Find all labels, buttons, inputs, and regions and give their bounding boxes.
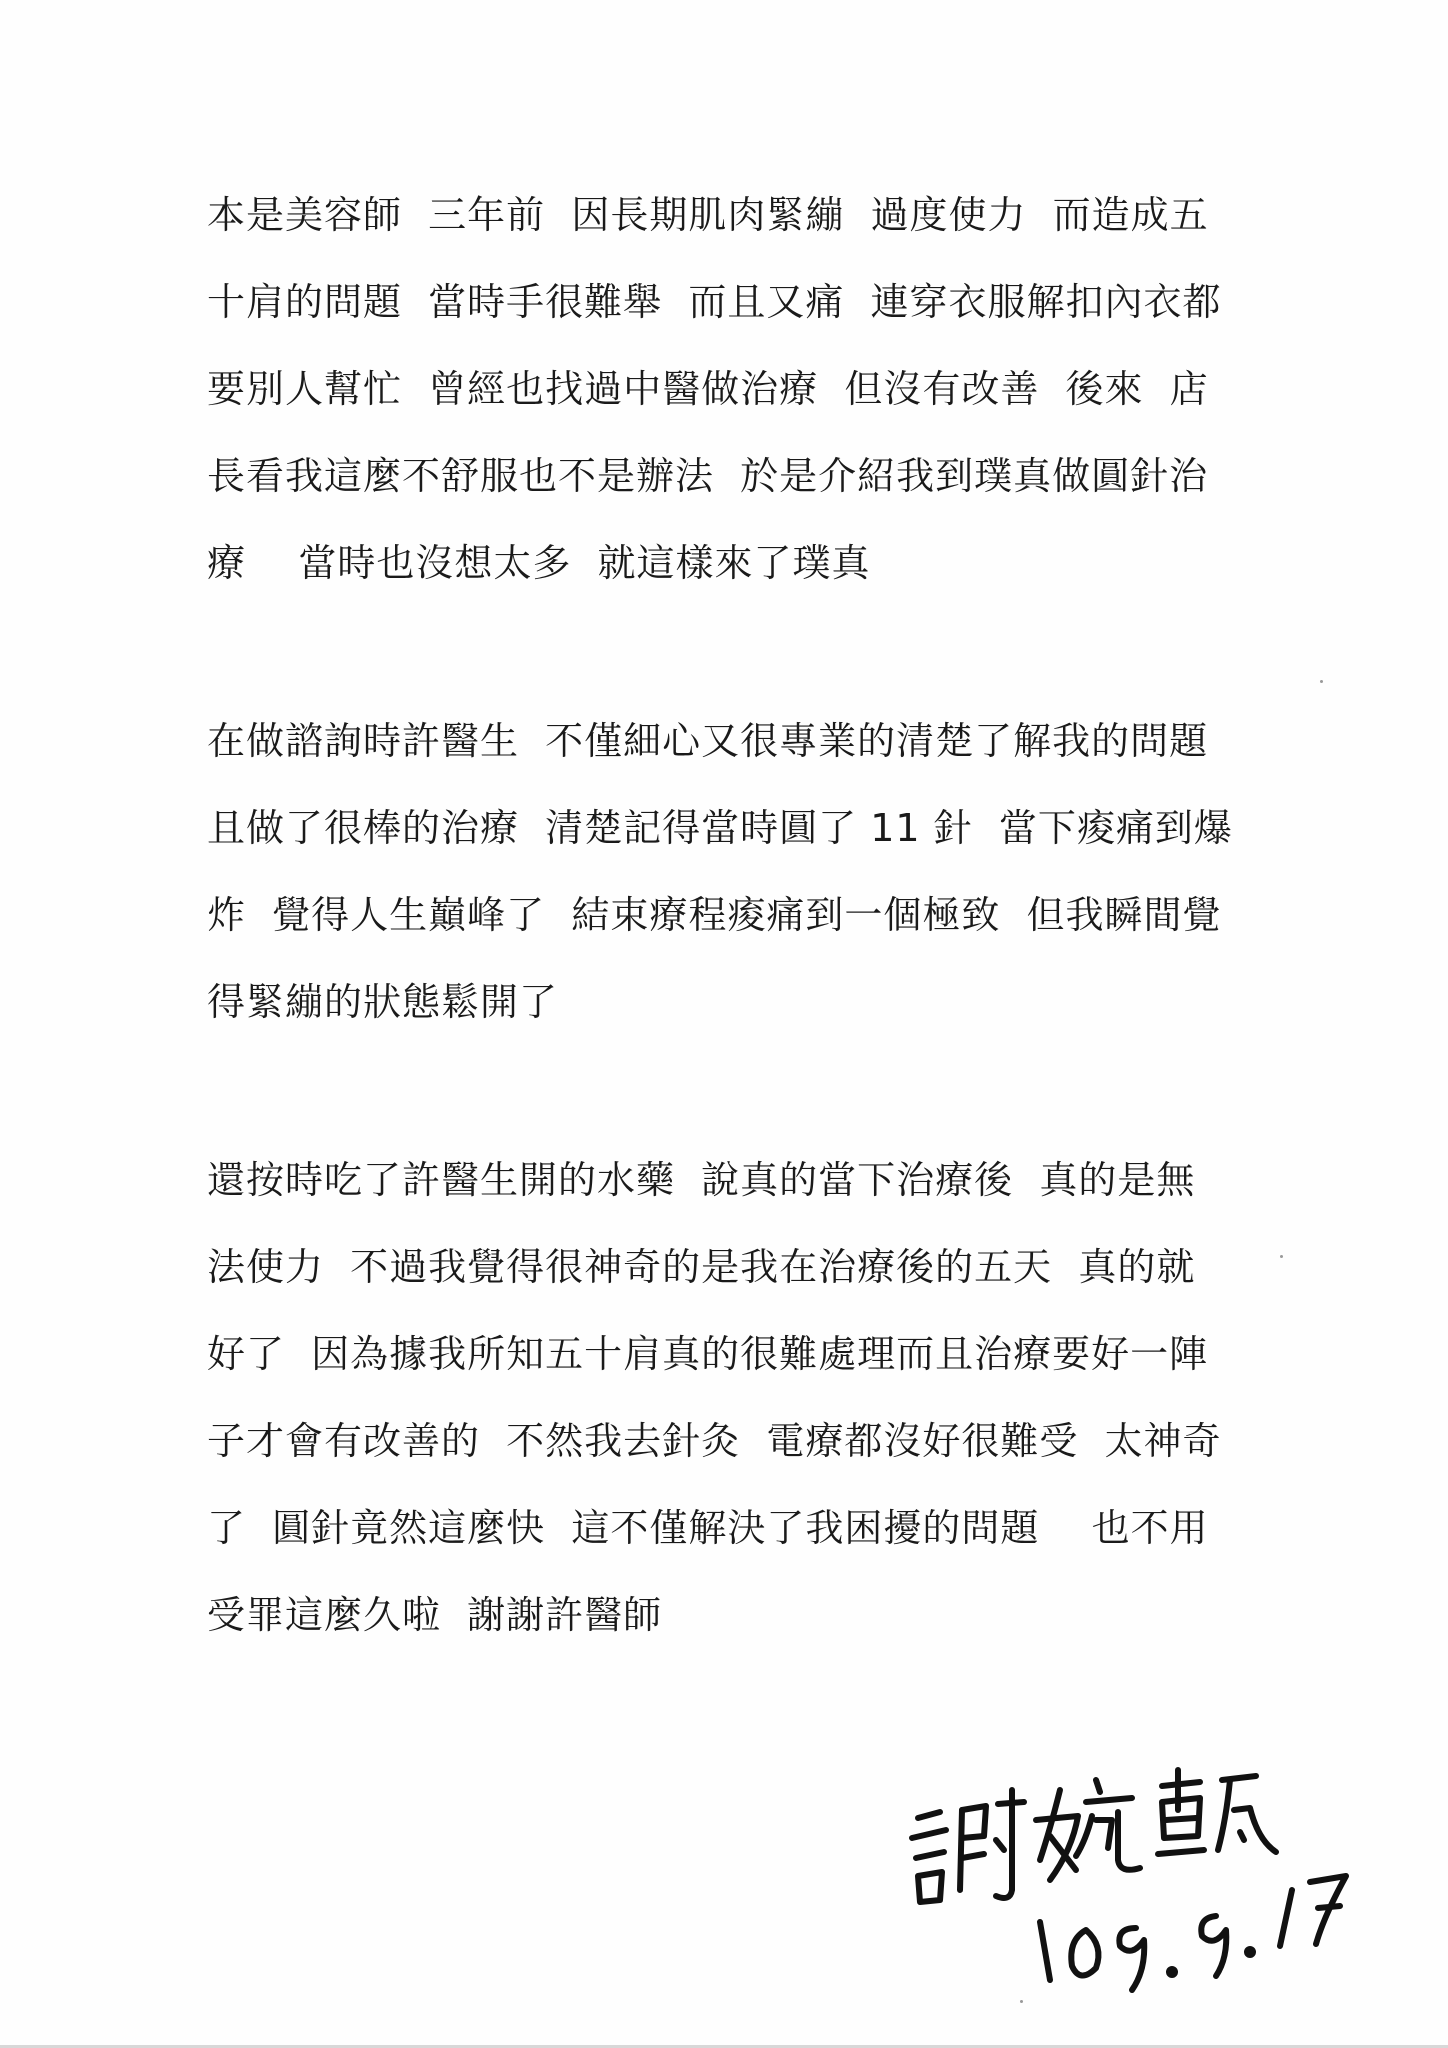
scan-speck xyxy=(1280,1255,1283,1258)
scan-speck xyxy=(1020,2000,1023,2003)
signature-drawing xyxy=(900,1740,1380,2000)
scan-speck xyxy=(1320,680,1323,683)
text-line: 本是美容師 三年前 因長期肌肉緊繃 過度使力 而造成五 xyxy=(207,193,1209,237)
text-line: 要別人幫忙 曾經也找過中醫做治療 但沒有改善 後來 店 xyxy=(207,367,1209,411)
paragraph-1 xyxy=(207,172,1227,607)
text-line: 受罪這麼久啦 謝謝許醫師 xyxy=(207,1593,663,1637)
text-line: 且做了很棒的治療 清楚記得當時圓了 11 針 當下痠痛到爆 xyxy=(207,806,1233,850)
text-line: 得緊繃的狀態鬆開了 xyxy=(207,980,559,1024)
text-line: 炸 覺得人生巔峰了 結束療程痠痛到一個極致 但我瞬間覺 xyxy=(207,893,1222,937)
text-line: 好了 因為據我所知五十肩真的很難處理而且治療要好一陣 xyxy=(207,1332,1209,1376)
text-line: 子才會有改善的 不然我去針灸 電療都沒好很難受 太神奇 xyxy=(207,1419,1222,1463)
handwritten-signature xyxy=(900,1740,1380,2000)
text-line: 十肩的問題 當時手很難舉 而且又痛 連穿衣服解扣內衣都 xyxy=(207,280,1222,324)
text-line: 在做諮詢時許醫生 不僅細心又很專業的清楚了解我的問題 xyxy=(207,719,1209,763)
paragraph-2 xyxy=(207,698,1233,1046)
text-line: 療 當時也沒想太多 就這樣來了璞真 xyxy=(207,541,871,585)
text-line: 法使力 不過我覺得很神奇的是我在治療後的五天 真的就 xyxy=(207,1245,1196,1289)
text-line: 長看我這麼不舒服也不是辦法 於是介紹我到璞真做圓針治 xyxy=(207,454,1209,498)
paragraph-3 xyxy=(207,1137,1227,1659)
text-line: 了 圓針竟然這麼快 這不僅解決了我困擾的問題 也不用 xyxy=(207,1506,1209,1550)
text-line: 還按時吃了許醫生開的水藥 說真的當下治療後 真的是無 xyxy=(207,1158,1196,1202)
